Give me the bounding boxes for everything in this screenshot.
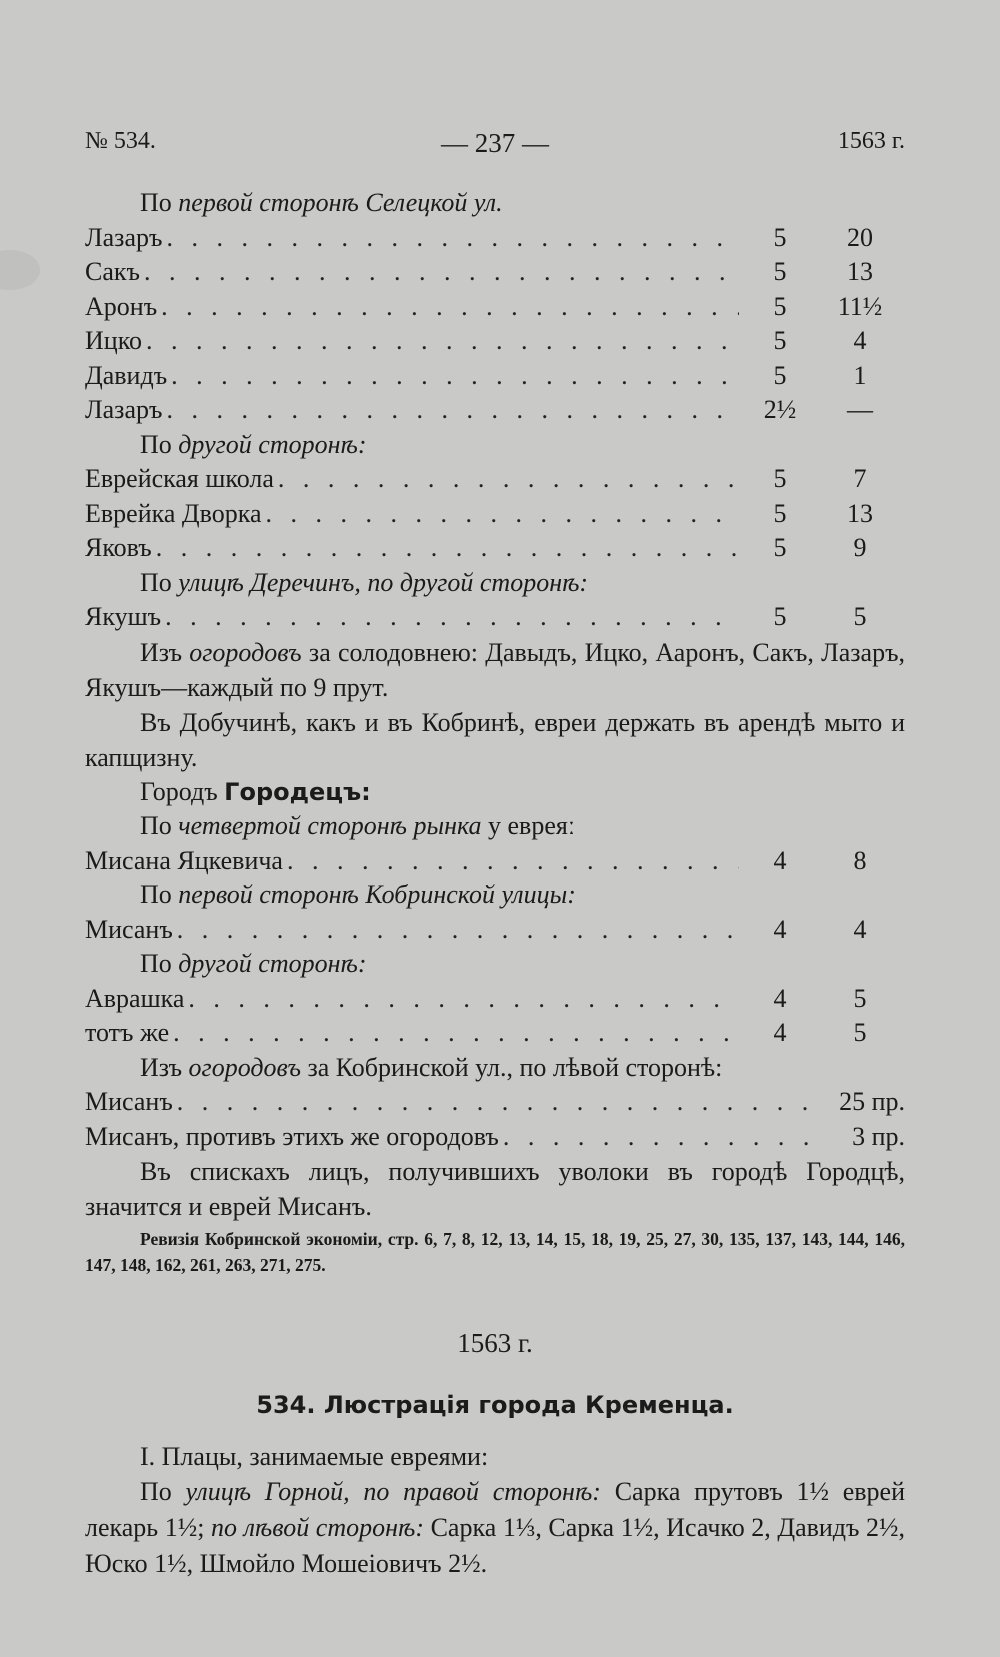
block2-heading: По другой сторонѣ: (140, 429, 367, 459)
section-heading: I. Плацы, занимаемые евреями: (140, 1442, 489, 1471)
dot-leader (161, 600, 739, 635)
heading-prefix: По (140, 567, 172, 597)
dot-leader (169, 1016, 739, 1051)
dot-leader (157, 290, 739, 325)
list-item (85, 1085, 905, 1120)
entry-name: Лазаръ (85, 222, 163, 252)
entry-value-1: 2½ (763, 395, 797, 424)
para-italic: улицѣ Горной, по правой сторонѣ: (185, 1477, 601, 1506)
entry-name: Аврашка (85, 983, 185, 1013)
paragraph-kremenets (85, 1474, 905, 1582)
entry-value-1: 5 (773, 533, 787, 562)
list-item (85, 221, 905, 256)
dot-leader (162, 393, 739, 428)
block4-list (85, 844, 905, 879)
entry-value-1: 4 (773, 1018, 787, 1047)
block3-list (85, 600, 905, 635)
dot-leader (499, 1120, 810, 1155)
entry-value-2: 4 (853, 326, 867, 355)
list-item (85, 1016, 905, 1051)
block6-heading (85, 947, 905, 982)
list-item (85, 913, 905, 948)
paragraph-lists: Въ спискахъ лицъ, получившихъ уволоки въ городѣ Городцѣ, значится и еврей Мисанъ. (85, 1157, 905, 1221)
list-item (85, 497, 905, 532)
city-heading (85, 775, 905, 810)
block7-heading (85, 1051, 905, 1086)
entry-name: Яковъ (85, 533, 152, 562)
entry-name: Аронъ (85, 291, 158, 321)
heading-italic: первой сторонѣ Кобринской улицы: (178, 880, 576, 909)
dot-leader (167, 359, 739, 394)
section-year: 1563 г. (457, 1328, 533, 1358)
entry-value-1: 5 (773, 257, 787, 286)
heading-prefix: Изъ (140, 1052, 183, 1082)
entry-value-2: 13 (847, 257, 873, 286)
entry-value-2: 20 (847, 222, 873, 252)
entry-value-2: 9 (853, 533, 867, 562)
para-text: Сарка прутовъ 1½ еврей лекарь 1½; (85, 1477, 905, 1542)
dot-leader (140, 255, 739, 290)
entry-value-1: 4 (773, 914, 787, 944)
entry-value-1: 5 (773, 222, 787, 252)
entry-name: Давидъ (85, 360, 168, 390)
paragraph-dobuchin: Въ Добучинѣ, какъ и въ Кобринѣ, евреи держать въ арендѣ мыто и капщизну. (85, 707, 905, 772)
entry-name: Мисана Яцкевича (85, 845, 283, 875)
dot-leader (142, 324, 739, 359)
list-item (85, 844, 905, 879)
entry-name: Лазаръ (85, 395, 163, 424)
entry-value-2: 5 (853, 983, 867, 1013)
list-item (85, 359, 905, 394)
dot-leader (184, 982, 739, 1017)
block1-list (85, 221, 905, 428)
list-item (85, 290, 905, 325)
heading-rest: за Кобринской ул., по лѣвой сторонѣ: (307, 1052, 723, 1082)
source-citation: Ревизія Кобринской экономіи, стр. 6, 7, 8, 12, 13, 14, 15, 18, 19, 25, 27, 30, 135, 137, 143, 144, 146, 147, 148, 162, 261, 263, 271, 275. (85, 1229, 905, 1275)
paragraph-gardens (85, 635, 905, 705)
entry-name: Сакъ (85, 257, 140, 286)
city-prefix: Городъ (140, 776, 218, 806)
entry-name: Мисанъ, противъ этихъ же огородовъ (85, 1121, 499, 1151)
block6-list (85, 982, 905, 1051)
entry-value-1: 5 (773, 498, 787, 528)
city-name: Городецъ: (224, 777, 371, 806)
list-item (85, 531, 905, 566)
block1-heading: По первой сторонѣ Селецкой ул. (140, 188, 503, 217)
para-italic: по лѣвой сторонѣ: (211, 1513, 425, 1542)
paper-stain (0, 250, 40, 290)
entry-name: тотъ же (85, 1018, 170, 1047)
list-item (85, 1120, 905, 1155)
heading-suffix: у евреяː (488, 811, 576, 840)
dot-leader (173, 913, 739, 948)
dot-leader (262, 497, 739, 532)
dot-leader (152, 531, 739, 566)
entry-value-2: 4 (853, 914, 867, 944)
page-body (85, 186, 905, 1582)
entry-value-1: 5 (773, 291, 787, 321)
entry-value-1: 5 (773, 326, 787, 355)
heading-prefix: По (140, 880, 172, 909)
entry-value-2: 7 (853, 464, 867, 493)
dot-leader (283, 844, 739, 879)
entry-value-2: — (847, 395, 873, 424)
entry-value-1: 4 (773, 983, 787, 1013)
page-header (85, 128, 905, 168)
entry-value-1: 5 (773, 360, 787, 390)
para-italic: огородовъ (189, 637, 302, 667)
block3-heading (85, 566, 905, 601)
block5-list (85, 913, 905, 948)
entry-value-2: 13 (847, 498, 873, 528)
dot-leader (162, 221, 739, 256)
entry-value-2: 11½ (837, 291, 883, 321)
list-item (85, 600, 905, 635)
list-item (85, 462, 905, 497)
entry-name: Мисанъ (85, 914, 173, 944)
document-title (85, 1391, 905, 1419)
para-prefix: По (140, 1477, 172, 1506)
entry-value-2: 5 (853, 602, 867, 631)
heading-italic: другой сторонѣ: (178, 949, 367, 978)
list-item (85, 393, 905, 428)
block2-list (85, 462, 905, 566)
dot-leader (173, 1085, 810, 1120)
entry-name: Ицко (85, 326, 143, 355)
heading-italic: улицѣ Деречинъ, по другой сторонѣ: (178, 567, 589, 597)
entry-value-2: 5 (853, 1018, 867, 1047)
list-item (85, 324, 905, 359)
block5-heading (85, 878, 905, 913)
block7-list (85, 1085, 905, 1154)
entry-name: Еврейка Дворка (85, 498, 262, 528)
para-prefix: Изъ (140, 637, 183, 667)
list-item (85, 255, 905, 290)
document-number: 534. (256, 1391, 316, 1419)
entry-value-2: 8 (853, 845, 867, 875)
entry-value-2: 25 пр. (839, 1087, 905, 1116)
para-rest: за солодовнею: Давыдъ, Ицко, Ааронъ, Сакъ, Лазаръ, Якушъ—каждый по 9 прут. (85, 637, 906, 702)
block4-heading (85, 809, 905, 844)
heading-prefix: По (140, 811, 172, 840)
heading-italic: четвертой сторонѣ рынка (178, 811, 482, 840)
header-document-number: № 534. (85, 128, 156, 154)
list-item (85, 982, 905, 1017)
entry-value-2: 3 пр. (852, 1121, 905, 1151)
entry-value-1: 5 (773, 464, 787, 493)
dot-leader (274, 462, 739, 497)
para-text: Сарка 1⅓, Сарка 1½, Исачко 2, Давидъ 2½, Юско 1½, Шмойло Мошеіовичъ 2½. (85, 1513, 906, 1578)
entry-value-1: 4 (773, 845, 787, 875)
entry-name: Еврейская школа (85, 464, 274, 493)
heading-italic: огородовъ (188, 1052, 301, 1082)
heading-prefix: По (140, 949, 172, 978)
entry-value-2: 1 (853, 360, 867, 390)
entry-name: Мисанъ (85, 1087, 173, 1116)
page-number: — 237 — (441, 128, 549, 158)
document-title-text: Люстрація города Кременца. (323, 1391, 734, 1419)
entry-value-1: 5 (773, 602, 787, 631)
header-year: 1563 г. (837, 128, 905, 154)
entry-name: Якушъ (85, 602, 162, 631)
